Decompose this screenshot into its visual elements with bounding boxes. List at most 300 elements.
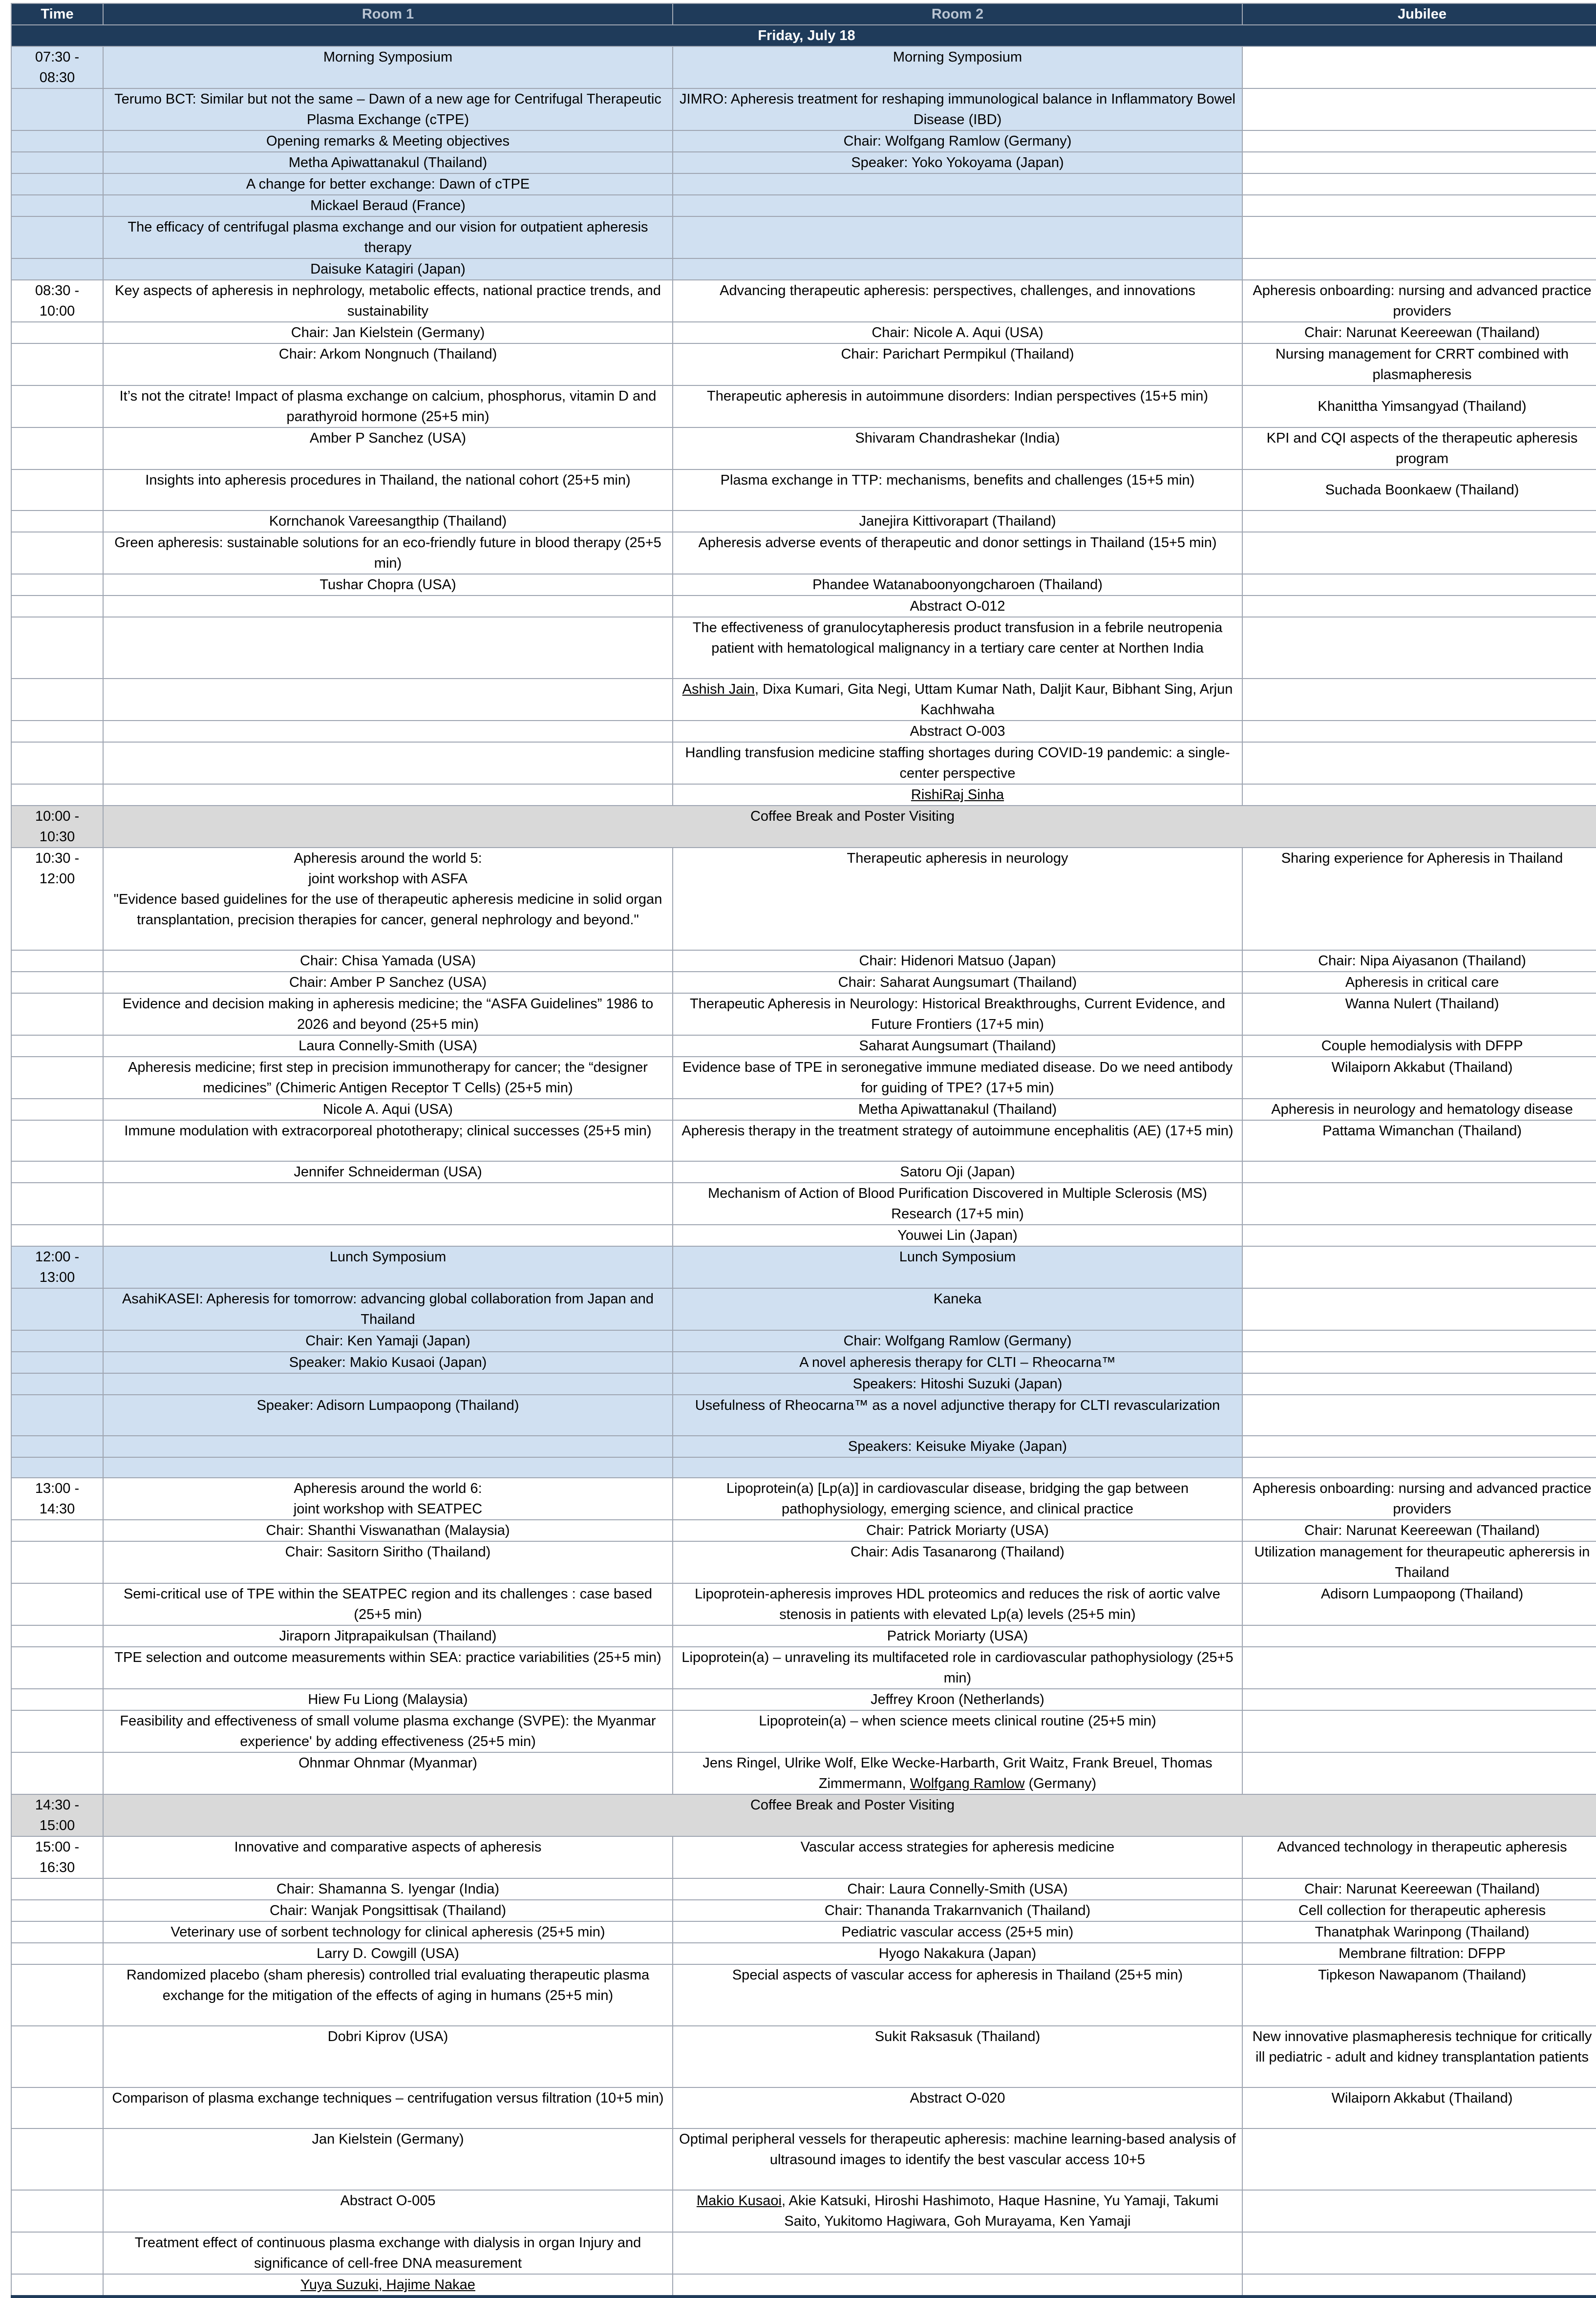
time-cell [11,1710,103,1752]
time-cell [11,1330,103,1352]
room2-text: Chair: Nicole A. Aqui (USA) [872,325,1043,340]
time-cell [11,1099,103,1120]
room2-text: Youwei Lin (Japan) [897,1228,1018,1243]
room1-text: Chair: Shamanna S. Iyengar (India) [276,1881,500,1897]
room2-cell [673,511,1242,532]
time-cell [11,742,103,784]
presenter-name: Wolfgang Ramlow [910,1776,1025,1791]
room2-cell [673,596,1242,617]
room2-text: JIMRO: Apheresis treatment for reshaping immunological balance in Inflammatory Bowel Disease (IBD) [680,91,1235,128]
room2-cell [673,784,1242,806]
room2-text: Sukit Raksasuk (Thailand) [874,2029,1041,2044]
room1-text: Chair: Chisa Yamada (USA) [300,953,476,969]
time-column-header: Time [11,3,103,25]
jubilee-cell [1242,1520,1596,1541]
session-row [11,1689,1596,1710]
room2-text: Usefulness of Rheocarna™ as a novel adjunctive therapy for CLTI revascularization [695,1398,1220,1413]
room2-text: , Dixa Kumari, Gita Negi, Uttam Kumar Nath, Daljit Kaur, Bibhant Sing, Arjun Kachhwaha [754,681,1233,718]
room1-text: Jiraporn Jitprapaikulsan (Thailand) [279,1628,497,1644]
room2-cell [673,1352,1242,1373]
jubilee-text: KPI and CQI aspects of the therapeutic apheresis program [1266,430,1578,467]
room1-cell [103,1689,673,1710]
room1-cell [103,258,673,280]
room1-cell [103,195,673,216]
jubilee-cell [1242,343,1596,385]
room1-cell [103,1099,673,1120]
room2-cell [673,972,1242,993]
room2-text: Lipoprotein(a) – when science meets clinical routine (25+5 min) [759,1713,1156,1729]
session-row [11,511,1596,532]
time-cell [11,993,103,1035]
time-cell [11,195,103,216]
session-row [11,343,1596,385]
room1-cell [103,46,673,88]
symposium-row [11,1457,1596,1478]
room1-cell [103,1964,673,2026]
session-row [11,2274,1596,2297]
jubilee-text: Chair: Narunat Keereewan (Thailand) [1304,1523,1540,1538]
room2-text: Hyogo Nakakura (Japan) [878,1946,1037,1961]
time-cell [11,1541,103,1583]
time-cell [11,1878,103,1900]
room1-cell [103,2026,673,2087]
schedule-table [11,3,1596,2298]
jubilee-cell [1242,679,1596,721]
jubilee-cell [1242,1836,1596,1878]
time-cell [11,1943,103,1964]
time-cell [11,1520,103,1541]
room2-cell [673,216,1242,258]
jubilee-text: Apheresis in neurology and hematology disease [1271,1102,1573,1117]
room2-cell [673,1099,1242,1120]
room1-text: Abstract O-005 [340,2193,436,2209]
presenter-name: Makio Kusaoi [696,2193,782,2209]
room1-text: Mickael Beraud (France) [310,198,466,213]
session-row [11,322,1596,343]
room1-text: It’s not the citrate! Impact of plasma exchange on calcium, phosphorus, vitamin D and parathyroid hormone (25+5 min) [119,388,657,425]
room1-text: Comparison of plasma exchange techniques – centrifugation versus filtration (10+5 min) [112,2090,664,2106]
time-cell [11,1035,103,1057]
room2-cell [673,1836,1242,1878]
room2-text: Speaker: Yoko Yokoyama (Japan) [851,155,1064,170]
room2-text: Therapeutic apheresis in autoimmune disorders: Indian perspectives (15+5 min) [706,388,1208,404]
jubilee-cell [1242,2087,1596,2128]
session-row [11,1878,1596,1900]
room1-text: Apheresis around the world 5: joint workshop with ASFA "Evidence based guidelines for the use of therapeutic apheresis medicine in solid organ transplantation, precision therapies for cancer, general nephrology and beyond." [113,851,662,928]
room1-text: Chair: Sasitorn Siritho (Thailand) [285,1544,491,1560]
room2-text: Kaneka [933,1291,982,1307]
room1-text: Tushar Chopra (USA) [319,577,456,593]
room1-text: TPE selection and outcome measurements within SEA: practice variabilities (25+5 min) [114,1650,661,1665]
session-row [11,1541,1596,1583]
room2-cell [673,1921,1242,1943]
room2-text: Shivaram Chandrashekar (India) [855,430,1060,446]
time-slot: 14:30 - 15:00 [35,1797,80,1833]
room2-cell [673,173,1242,195]
room1-cell [103,742,673,784]
session-row [11,1710,1596,1752]
room1-cell [103,574,673,596]
room1-cell [103,469,673,511]
room2-cell [673,1625,1242,1647]
jubilee-text: Wilaiporn Akkabut (Thailand) [1331,1060,1513,1075]
jubilee-cell [1242,848,1596,950]
time-cell [11,1246,103,1288]
room1-cell [103,596,673,617]
room2-cell [673,1436,1242,1457]
room2-cell [673,322,1242,343]
time-cell [11,1395,103,1436]
room1-text: Apheresis medicine; first step in precision immunotherapy for cancer; the “designer medicines” (Chimeric Antigen Receptor T Cells) (25+5 min) [128,1060,648,1096]
room1-cell [103,2087,673,2128]
time-cell [11,1057,103,1099]
time-cell [11,2232,103,2274]
time-cell [11,1921,103,1943]
symposium-row [11,216,1596,258]
room1-text: Chair: Arkom Nongnuch (Thailand) [278,346,497,362]
session-row [11,617,1596,679]
time-cell [11,322,103,343]
room2-text: Chair: Adis Tasanarong (Thailand) [851,1544,1064,1560]
jubilee-text: Thanatphak Warinpong (Thailand) [1315,1924,1530,1940]
room1-cell [103,322,673,343]
jubilee-cell [1242,1457,1596,1478]
room2-cell [673,848,1242,950]
symposium-row [11,1436,1596,1457]
time-slot: 15:00 - 16:30 [35,1839,80,1875]
time-cell [11,343,103,385]
jubilee-cell [1242,1057,1596,1099]
time-slot: 07:30 - 08:30 [35,49,80,85]
room2-cell [673,130,1242,152]
room1-cell [103,1246,673,1288]
room1-cell [103,1183,673,1225]
room1-text: Daisuke Katagiri (Japan) [310,261,466,277]
room1-cell [103,679,673,721]
room2-cell [673,1752,1242,1794]
jubilee-cell [1242,2190,1596,2232]
session-row [11,280,1596,322]
room2-cell [673,2026,1242,2087]
jubilee-cell [1242,1183,1596,1225]
session-row [11,532,1596,574]
room1-text: Amber P Sanchez (USA) [309,430,467,446]
room2-text: Patrick Moriarty (USA) [887,1628,1028,1644]
jubilee-cell [1242,993,1596,1035]
room2-text: Satoru Oji (Japan) [900,1164,1015,1180]
room1-column-header: Room 1 [103,3,673,25]
room1-text: Jennifer Schneiderman (USA) [294,1164,482,1180]
time-cell [11,1794,103,1836]
room2-cell [673,1520,1242,1541]
room2-text: Saharat Aungsumart (Thailand) [859,1038,1056,1054]
jubilee-cell [1242,173,1596,195]
jubilee-text: Membrane filtration: DFPP [1339,1946,1506,1961]
jubilee-cell [1242,784,1596,806]
room2-cell [673,1478,1242,1520]
room2-cell [673,617,1242,679]
room2-text: The effectiveness of granulocytapheresis product transfusion in a febrile neutropenia patient with hematological malignancy in a tertiary care center at Northen India [692,620,1223,656]
day-row [11,25,1596,46]
room2-text: Speakers: Keisuke Miyake (Japan) [848,1439,1067,1454]
time-cell [11,806,103,848]
room2-cell [673,385,1242,427]
symposium-row [11,1330,1596,1352]
session-row [11,1520,1596,1541]
room2-cell [673,1373,1242,1395]
room2-text: Optimal peripheral vessels for therapeutic apheresis: machine learning-based analysis of ultrasound images to identify the best vascular access 10+5 [679,2131,1236,2168]
session-row [11,721,1596,742]
jubilee-column-header: Jubilee [1242,3,1596,25]
room2-text: Abstract O-012 [910,598,1005,614]
jubilee-cell [1242,1921,1596,1943]
room1-text: Randomized placebo (sham pheresis) controlled trial evaluating therapeutic plasma exchange for the mitigation of the effects of aging in humans (25+5 min) [126,1967,650,2003]
jubilee-cell [1242,1352,1596,1373]
time-cell [11,173,103,195]
jubilee-cell [1242,1373,1596,1395]
jubilee-cell [1242,1752,1596,1794]
room1-text: Innovative and comparative aspects of apheresis [234,1839,542,1855]
room2-cell [673,1288,1242,1330]
room1-cell [103,2274,673,2297]
room1-cell [103,1710,673,1752]
room1-text: AsahiKASEI: Apheresis for tomorrow: advancing global collaboration from Japan and Thailand [122,1291,654,1327]
session-row [11,574,1596,596]
room1-cell [103,721,673,742]
room1-cell [103,1836,673,1878]
room1-cell [103,152,673,173]
break-cell [103,806,1596,848]
room2-text: Abstract O-020 [910,2090,1005,2106]
time-cell [11,216,103,258]
jubilee-cell [1242,1689,1596,1710]
jubilee-cell [1242,1710,1596,1752]
time-cell [11,1457,103,1478]
room2-text: Speakers: Hitoshi Suzuki (Japan) [852,1376,1063,1392]
room1-cell [103,784,673,806]
symposium-row [11,1395,1596,1436]
room1-cell [103,280,673,322]
room2-text: Apheresis adverse events of therapeutic and donor settings in Thailand (15+5 min) [698,535,1217,551]
room2-text: Jens Ringel, Ulrike Wolf, Elke Wecke-Harbarth, Grit Waitz, Frank Breuel, Thomas Zimmermann, [702,1755,1213,1791]
jubilee-cell [1242,1647,1596,1689]
break-row [11,806,1596,848]
time-cell [11,721,103,742]
room2-text: Chair: Saharat Aungsumart (Thailand) [838,975,1077,990]
break-label: Coffee Break and Poster Visiting [750,809,955,824]
session-row [11,1583,1596,1625]
room1-cell [103,1288,673,1330]
room2-text: Therapeutic Apheresis in Neurology: Historical Breakthroughs, Current Evidence, and Future Frontiers (17+5 min) [689,996,1226,1032]
room2-cell [673,1689,1242,1710]
room1-cell [103,2190,673,2232]
room1-cell [103,511,673,532]
presenter-name: Yuya Suzuki, Hajime Nakae [300,2277,475,2293]
jubilee-text: Advanced technology in therapeutic apheresis [1277,1839,1567,1855]
time-cell [11,972,103,993]
break-cell [103,1794,1596,1836]
jubilee-text: New innovative plasmapheresis technique for critically ill pediatric - adult and kidney transplantation patients [1252,2029,1592,2065]
room1-cell [103,848,673,950]
jubilee-cell [1242,130,1596,152]
room2-cell [673,950,1242,972]
session-row [11,1836,1596,1878]
room2-cell [673,469,1242,511]
presenter-name: RishiRaj Sinha [911,787,1004,803]
room2-cell [673,993,1242,1035]
time-cell [11,1183,103,1225]
jubilee-cell [1242,1288,1596,1330]
room2-text: Special aspects of vascular access for apheresis in Thailand (25+5 min) [732,1967,1183,1983]
time-cell [11,2128,103,2190]
room1-text: Opening remarks & Meeting objectives [266,133,510,149]
room2-text: Vascular access strategies for apheresis medicine [800,1839,1115,1855]
time-cell [11,1478,103,1520]
time-cell [11,385,103,427]
time-cell [11,427,103,469]
jubilee-cell [1242,1330,1596,1352]
room1-text: Treatment effect of continuous plasma exchange with dialysis in organ Injury and significance of cell-free DNA measurement [134,2235,641,2271]
session-row [11,2026,1596,2087]
jubilee-cell [1242,1099,1596,1120]
room2-cell [673,1246,1242,1288]
room1-cell [103,130,673,152]
jubilee-text: Wanna Nulert (Thailand) [1345,996,1499,1012]
room2-text: Advancing therapeutic apheresis: perspectives, challenges, and innovations [720,283,1195,298]
symposium-row [11,1373,1596,1395]
room1-text: Chair: Amber P Sanchez (USA) [289,975,487,990]
session-row [11,1647,1596,1689]
room1-text: Morning Symposium [323,49,453,65]
symposium-row [11,1352,1596,1373]
room1-text: Apheresis around the world 6: joint workshop with SEATPEC [293,1481,483,1517]
room2-text: Pediatric vascular access (25+5 min) [841,1924,1074,1940]
room2-text: Chair: Parichart Permpikul (Thailand) [841,346,1074,362]
time-cell [11,1647,103,1689]
room2-cell [673,343,1242,385]
room1-cell [103,1583,673,1625]
jubilee-cell [1242,1943,1596,1964]
time-slot: 12:00 - 13:00 [35,1249,80,1285]
time-cell [11,1836,103,1878]
time-cell [11,532,103,574]
room2-cell [673,1710,1242,1752]
jubilee-cell [1242,1246,1596,1288]
room1-cell [103,1352,673,1373]
room2-cell [673,742,1242,784]
room1-cell [103,173,673,195]
room2-cell [673,2087,1242,2128]
room1-text: Chair: Shanthi Viswanathan (Malaysia) [266,1523,510,1538]
room1-text: Metha Apiwattanakul (Thailand) [288,155,488,170]
room1-cell [103,1035,673,1057]
room2-cell [673,427,1242,469]
room1-text: Key aspects of apheresis in nephrology, metabolic effects, national practice trends, and sustainability [115,283,661,319]
session-row [11,1921,1596,1943]
room2-text: Lipoprotein(a) – unraveling its multifaceted role in cardiovascular pathophysiology (25+5 min) [681,1650,1234,1686]
jubilee-text: Nursing management for CRRT combined with plasmapheresis [1275,346,1569,383]
room2-text-tail: (Germany) [1024,1776,1097,1791]
room2-text: Jeffrey Kroon (Netherlands) [871,1692,1044,1707]
session-row [11,1099,1596,1120]
room2-text: Chair: Wolfgang Ramlow (Germany) [843,133,1072,149]
jubilee-cell [1242,1541,1596,1583]
time-cell [11,511,103,532]
symposium-row [11,46,1596,88]
room2-cell [673,258,1242,280]
time-slot: 13:00 - 14:30 [35,1481,80,1517]
room1-cell [103,1520,673,1541]
room2-cell [673,532,1242,574]
room2-cell [673,2274,1242,2297]
session-row [11,2128,1596,2190]
time-cell [11,2087,103,2128]
jubilee-text: Pattama Wimanchan (Thailand) [1322,1123,1522,1139]
room1-cell [103,1225,673,1246]
room2-text: Mechanism of Action of Blood Purification Discovered in Multiple Sclerosis (MS) Research (17+5 min) [708,1186,1207,1222]
jubilee-cell [1242,88,1596,130]
time-slot: 10:00 - 10:30 [35,809,80,845]
time-cell [11,1752,103,1794]
room1-text: Green apheresis: sustainable solutions for an eco-friendly future in blood therapy (25+5 min) [114,535,661,571]
room1-cell [103,1436,673,1457]
room1-text: Evidence and decision making in apheresis medicine; the “ASFA Guidelines” 1986 to 2026 and beyond (25+5 min) [122,996,654,1032]
session-row [11,950,1596,972]
session-row [11,972,1596,993]
session-row [11,427,1596,469]
jubilee-cell [1242,972,1596,993]
room1-text: Chair: Ken Yamaji (Japan) [305,1333,470,1349]
room1-text: Speaker: Adisorn Lumpaopong (Thailand) [256,1398,519,1413]
room2-cell [673,1647,1242,1689]
time-cell [11,1583,103,1625]
room2-cell [673,1057,1242,1099]
jubilee-cell [1242,1900,1596,1921]
room2-text: Chair: Laura Connelly-Smith (USA) [847,1881,1068,1897]
room2-text: Handling transfusion medicine staffing shortages during COVID-19 pandemic: a single-center perspective [685,745,1230,781]
room2-text: Lunch Symposium [899,1249,1016,1265]
room1-text: Terumo BCT: Similar but not the same – Dawn of a new age for Centrifugal Therapeutic Plasma Exchange (cTPE) [114,91,661,128]
jubilee-cell [1242,322,1596,343]
time-cell [11,1288,103,1330]
jubilee-cell [1242,1625,1596,1647]
room2-column-header: Room 2 [673,3,1242,25]
room1-cell [103,1541,673,1583]
room2-cell [673,195,1242,216]
room1-cell [103,1057,673,1099]
session-row [11,1057,1596,1099]
jubilee-cell [1242,2232,1596,2274]
room1-cell [103,1330,673,1352]
room1-text: Laura Connelly-Smith (USA) [298,1038,477,1054]
symposium-row [11,88,1596,130]
time-cell [11,1225,103,1246]
time-cell [11,1900,103,1921]
symposium-row [11,1246,1596,1288]
room1-cell [103,1395,673,1436]
session-row [11,469,1596,511]
room1-text: Speaker: Makio Kusaoi (Japan) [289,1355,487,1370]
presenter-name: Ashish Jain [682,681,755,697]
jubilee-cell [1242,1035,1596,1057]
room1-cell [103,993,673,1035]
session-row [11,1964,1596,2026]
room1-cell [103,1625,673,1647]
jubilee-cell [1242,742,1596,784]
room2-text: Metha Apiwattanakul (Thailand) [858,1102,1057,1117]
room1-text: Semi-critical use of TPE within the SEATPEC region and its challenges : case based (25+5 min) [123,1586,653,1622]
time-cell [11,152,103,173]
